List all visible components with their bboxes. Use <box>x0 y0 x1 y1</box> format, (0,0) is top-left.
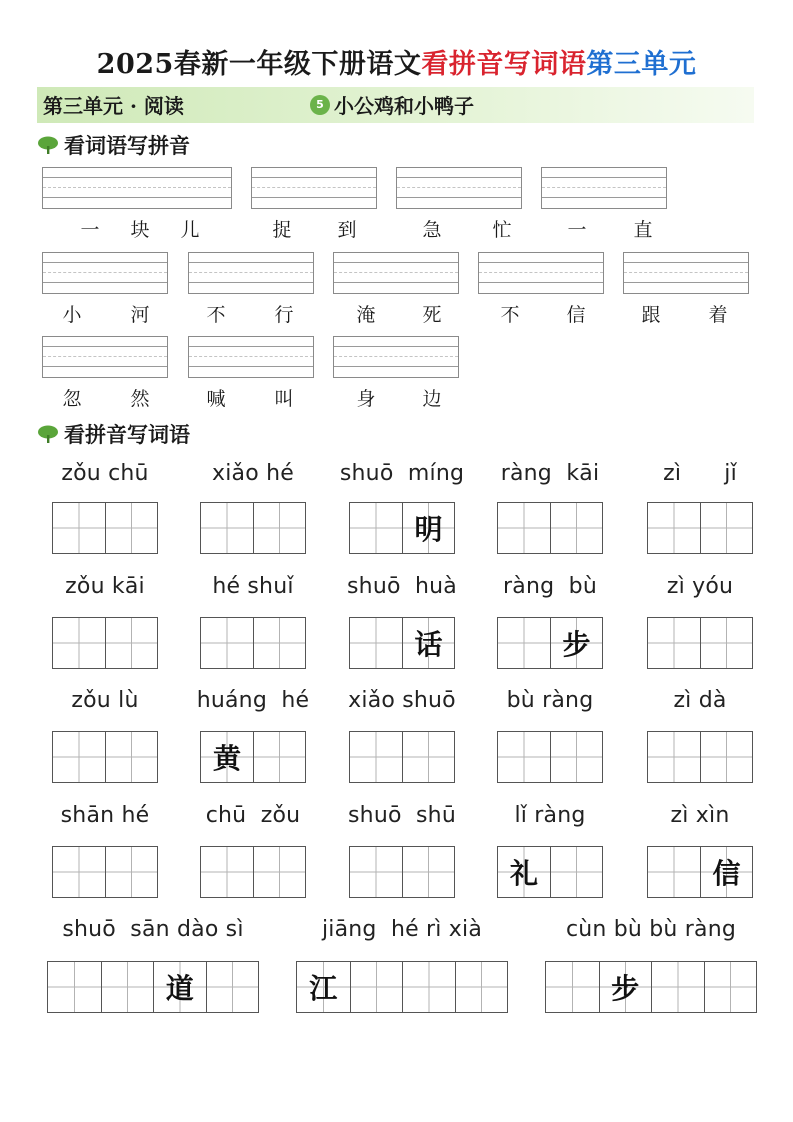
title-red-part: 看拼音写词语 <box>421 49 587 80</box>
tianzige-cell[interactable] <box>402 847 454 897</box>
writing-guide-line <box>542 187 666 188</box>
character-grid <box>497 846 603 898</box>
pinyin-label: shuō sān dào sì <box>62 917 244 942</box>
section-heading-write-words <box>37 419 190 449</box>
tianzige-cell[interactable] <box>700 503 752 553</box>
tianzige-cell[interactable] <box>201 732 253 782</box>
pinyin-answer-box[interactable] <box>623 252 749 294</box>
writing-guide-line <box>43 262 167 263</box>
writing-guide-line <box>43 356 167 357</box>
writing-guide-line <box>43 187 231 188</box>
tianzige-cell[interactable] <box>350 732 402 782</box>
writing-guide-line <box>334 272 458 273</box>
writing-guide-line <box>189 346 313 347</box>
tianzige-cell[interactable] <box>53 732 105 782</box>
pinyin-label: hé shuǐ <box>212 574 294 599</box>
word-character: 小 <box>62 304 82 326</box>
character-grid <box>545 961 757 1013</box>
word-character: 身 <box>356 388 376 410</box>
character-grid <box>349 617 455 669</box>
pinyin-label: zì xìn <box>670 803 730 828</box>
pinyin-answer-box[interactable] <box>42 336 168 378</box>
writing-guide-line <box>542 197 666 198</box>
lesson-heading <box>310 90 474 119</box>
writing-guide-line <box>43 197 231 198</box>
tianzige-cell[interactable] <box>201 503 253 553</box>
tianzige-cell[interactable] <box>546 962 599 1012</box>
pinyin-label: zì yóu <box>666 574 734 599</box>
word-character: 着 <box>708 304 728 326</box>
tianzige-cell[interactable] <box>105 618 157 668</box>
character-grid <box>349 731 455 783</box>
character-grid <box>497 502 603 554</box>
tianzige-cell[interactable] <box>402 732 454 782</box>
tianzige-cell[interactable] <box>455 962 508 1012</box>
tianzige-cell[interactable] <box>402 503 454 553</box>
pinyin-label: jiāng hé rì xià <box>321 917 483 942</box>
tianzige-cell[interactable] <box>350 962 403 1012</box>
character-grid <box>52 846 158 898</box>
pinyin-answer-box[interactable] <box>541 167 667 209</box>
hint-character: 礼 <box>509 857 538 890</box>
tianzige-cell[interactable] <box>402 618 454 668</box>
pinyin-answer-box[interactable] <box>333 336 459 378</box>
tianzige-cell[interactable] <box>700 847 752 897</box>
pinyin-label: chū zǒu <box>205 803 301 828</box>
pinyin-label: huáng hé <box>196 688 310 713</box>
character-grid <box>52 617 158 669</box>
writing-guide-line <box>189 356 313 357</box>
tianzige-cell[interactable] <box>201 618 253 668</box>
pinyin-answer-box[interactable] <box>42 252 168 294</box>
word-character: 跟 <box>641 304 661 326</box>
word-character: 儿 <box>180 219 200 241</box>
tianzige-cell[interactable] <box>498 847 550 897</box>
pinyin-label: xiǎo shuō <box>348 688 456 713</box>
word-character: 忙 <box>492 219 512 241</box>
tianzige-cell[interactable] <box>350 618 402 668</box>
writing-guide-line <box>397 197 521 198</box>
tianzige-cell[interactable] <box>402 962 455 1012</box>
tianzige-cell[interactable] <box>550 503 602 553</box>
character-grid <box>647 731 753 783</box>
pinyin-label: cùn bù bù ràng <box>565 917 736 942</box>
writing-guide-line <box>397 177 521 178</box>
title-blue-part: 第三单元 <box>586 49 697 80</box>
section-heading-text: 看词语写拼音 <box>64 133 190 158</box>
tianzige-cell[interactable] <box>105 732 157 782</box>
word-character: 死 <box>422 304 442 326</box>
tianzige-cell[interactable] <box>101 962 154 1012</box>
pinyin-answer-box[interactable] <box>188 252 314 294</box>
tianzige-cell[interactable] <box>53 847 105 897</box>
hint-character: 江 <box>309 972 338 1005</box>
writing-guide-line <box>252 177 376 178</box>
page-title <box>0 42 793 81</box>
tianzige-cell[interactable] <box>700 732 752 782</box>
hint-character: 步 <box>562 628 591 661</box>
hint-character: 话 <box>414 628 443 661</box>
tianzige-cell[interactable] <box>48 962 101 1012</box>
tianzige-cell[interactable] <box>350 847 402 897</box>
writing-guide-line <box>189 262 313 263</box>
writing-guide-line <box>189 366 313 367</box>
tianzige-cell[interactable] <box>53 618 105 668</box>
pinyin-label: zì dà <box>673 688 727 713</box>
writing-guide-line <box>252 187 376 188</box>
tianzige-cell[interactable] <box>253 847 305 897</box>
word-character: 河 <box>130 304 150 326</box>
character-grid <box>647 846 753 898</box>
tianzige-cell[interactable] <box>498 732 550 782</box>
unit-banner <box>37 87 754 123</box>
word-character: 直 <box>633 219 653 241</box>
title-black-part: 2025春新一年级下册语文 <box>96 49 422 80</box>
writing-guide-line <box>479 262 603 263</box>
tianzige-cell[interactable] <box>253 503 305 553</box>
pinyin-label: shuō shū <box>348 803 456 828</box>
tree-leaf-icon <box>37 135 61 155</box>
word-character: 边 <box>422 388 442 410</box>
writing-guide-line <box>43 282 167 283</box>
pinyin-label: zì jǐ <box>663 461 737 486</box>
writing-guide-line <box>189 272 313 273</box>
pinyin-label: shuō huà <box>347 574 457 599</box>
section-heading-text: 看拼音写词语 <box>64 422 190 447</box>
hint-character: 道 <box>165 972 194 1005</box>
pinyin-label: xiǎo hé <box>212 461 294 486</box>
character-grid <box>47 961 259 1013</box>
pinyin-answer-box[interactable] <box>42 167 232 209</box>
writing-guide-line <box>334 356 458 357</box>
tianzige-cell[interactable] <box>53 503 105 553</box>
word-character: 喊 <box>206 388 226 410</box>
pinyin-label: zǒu lù <box>71 688 139 713</box>
writing-guide-line <box>334 346 458 347</box>
word-character: 不 <box>500 304 520 326</box>
writing-guide-line <box>43 177 231 178</box>
unit-label: 第三单元 · 阅读 <box>43 94 184 118</box>
word-character: 行 <box>274 304 294 326</box>
tianzige-cell[interactable] <box>350 503 402 553</box>
tianzige-cell[interactable] <box>206 962 259 1012</box>
tianzige-cell[interactable] <box>297 962 350 1012</box>
writing-guide-line <box>624 262 748 263</box>
pinyin-label: bù ràng <box>506 688 594 713</box>
pinyin-answer-box[interactable] <box>188 336 314 378</box>
character-grid <box>497 617 603 669</box>
tianzige-cell[interactable] <box>253 732 305 782</box>
character-grid <box>647 617 753 669</box>
character-grid <box>200 502 306 554</box>
lesson-number-badge: 5 <box>310 95 330 115</box>
tianzige-cell[interactable] <box>498 503 550 553</box>
character-grid <box>52 502 158 554</box>
writing-guide-line <box>479 282 603 283</box>
hint-character: 步 <box>611 972 640 1005</box>
hint-character: 黄 <box>212 742 241 775</box>
word-character: 叫 <box>274 388 294 410</box>
tianzige-cell[interactable] <box>648 618 700 668</box>
writing-guide-line <box>624 272 748 273</box>
writing-guide-line <box>334 366 458 367</box>
pinyin-label: shuō míng <box>339 461 465 486</box>
word-character: 一 <box>567 219 587 241</box>
word-character: 捉 <box>272 219 292 241</box>
section-heading-write-pinyin <box>37 130 190 160</box>
writing-guide-line <box>479 272 603 273</box>
character-grid <box>296 961 508 1013</box>
word-character: 一 <box>80 219 100 241</box>
pinyin-label: ràng bù <box>503 574 597 599</box>
pinyin-answer-box[interactable] <box>396 167 522 209</box>
writing-guide-line <box>542 177 666 178</box>
word-character: 到 <box>337 219 357 241</box>
pinyin-answer-box[interactable] <box>251 167 377 209</box>
pinyin-answer-box[interactable] <box>478 252 604 294</box>
tianzige-cell[interactable] <box>201 847 253 897</box>
character-grid <box>200 846 306 898</box>
pinyin-label: lǐ ràng <box>514 803 586 828</box>
pinyin-label: ràng kāi <box>500 461 600 486</box>
character-grid <box>647 502 753 554</box>
hint-character: 信 <box>712 857 741 890</box>
tianzige-cell[interactable] <box>253 618 305 668</box>
character-grid <box>349 502 455 554</box>
word-character: 块 <box>130 219 150 241</box>
tianzige-cell[interactable] <box>700 618 752 668</box>
character-grid <box>349 846 455 898</box>
tianzige-cell[interactable] <box>648 847 700 897</box>
writing-guide-line <box>252 197 376 198</box>
word-character: 忽 <box>62 388 82 410</box>
character-grid <box>52 731 158 783</box>
writing-guide-line <box>43 366 167 367</box>
word-character: 急 <box>422 219 442 241</box>
writing-guide-line <box>334 262 458 263</box>
writing-guide-line <box>624 282 748 283</box>
word-character: 淹 <box>356 304 376 326</box>
character-grid <box>200 617 306 669</box>
writing-guide-line <box>43 272 167 273</box>
lesson-title: 小公鸡和小鸭子 <box>334 94 474 118</box>
tianzige-cell[interactable] <box>651 962 704 1012</box>
pinyin-label: shān hé <box>60 803 150 828</box>
word-character: 信 <box>566 304 586 326</box>
word-character: 不 <box>206 304 226 326</box>
writing-guide-line <box>43 346 167 347</box>
tianzige-cell[interactable] <box>550 847 602 897</box>
character-grid <box>497 731 603 783</box>
tianzige-cell[interactable] <box>105 503 157 553</box>
tree-leaf-icon <box>37 424 61 444</box>
tianzige-cell[interactable] <box>105 847 157 897</box>
tianzige-cell[interactable] <box>648 732 700 782</box>
tianzige-cell[interactable] <box>648 503 700 553</box>
tianzige-cell[interactable] <box>599 962 652 1012</box>
character-grid <box>200 731 306 783</box>
tianzige-cell[interactable] <box>153 962 206 1012</box>
tianzige-cell[interactable] <box>498 618 550 668</box>
pinyin-label: zǒu kāi <box>65 574 145 599</box>
pinyin-label: zǒu chū <box>61 461 149 486</box>
pinyin-answer-box[interactable] <box>333 252 459 294</box>
writing-guide-line <box>334 282 458 283</box>
tianzige-cell[interactable] <box>550 618 602 668</box>
writing-guide-line <box>189 282 313 283</box>
word-character: 然 <box>130 388 150 410</box>
hint-character: 明 <box>414 513 443 546</box>
writing-guide-line <box>397 187 521 188</box>
tianzige-cell[interactable] <box>550 732 602 782</box>
tianzige-cell[interactable] <box>704 962 757 1012</box>
